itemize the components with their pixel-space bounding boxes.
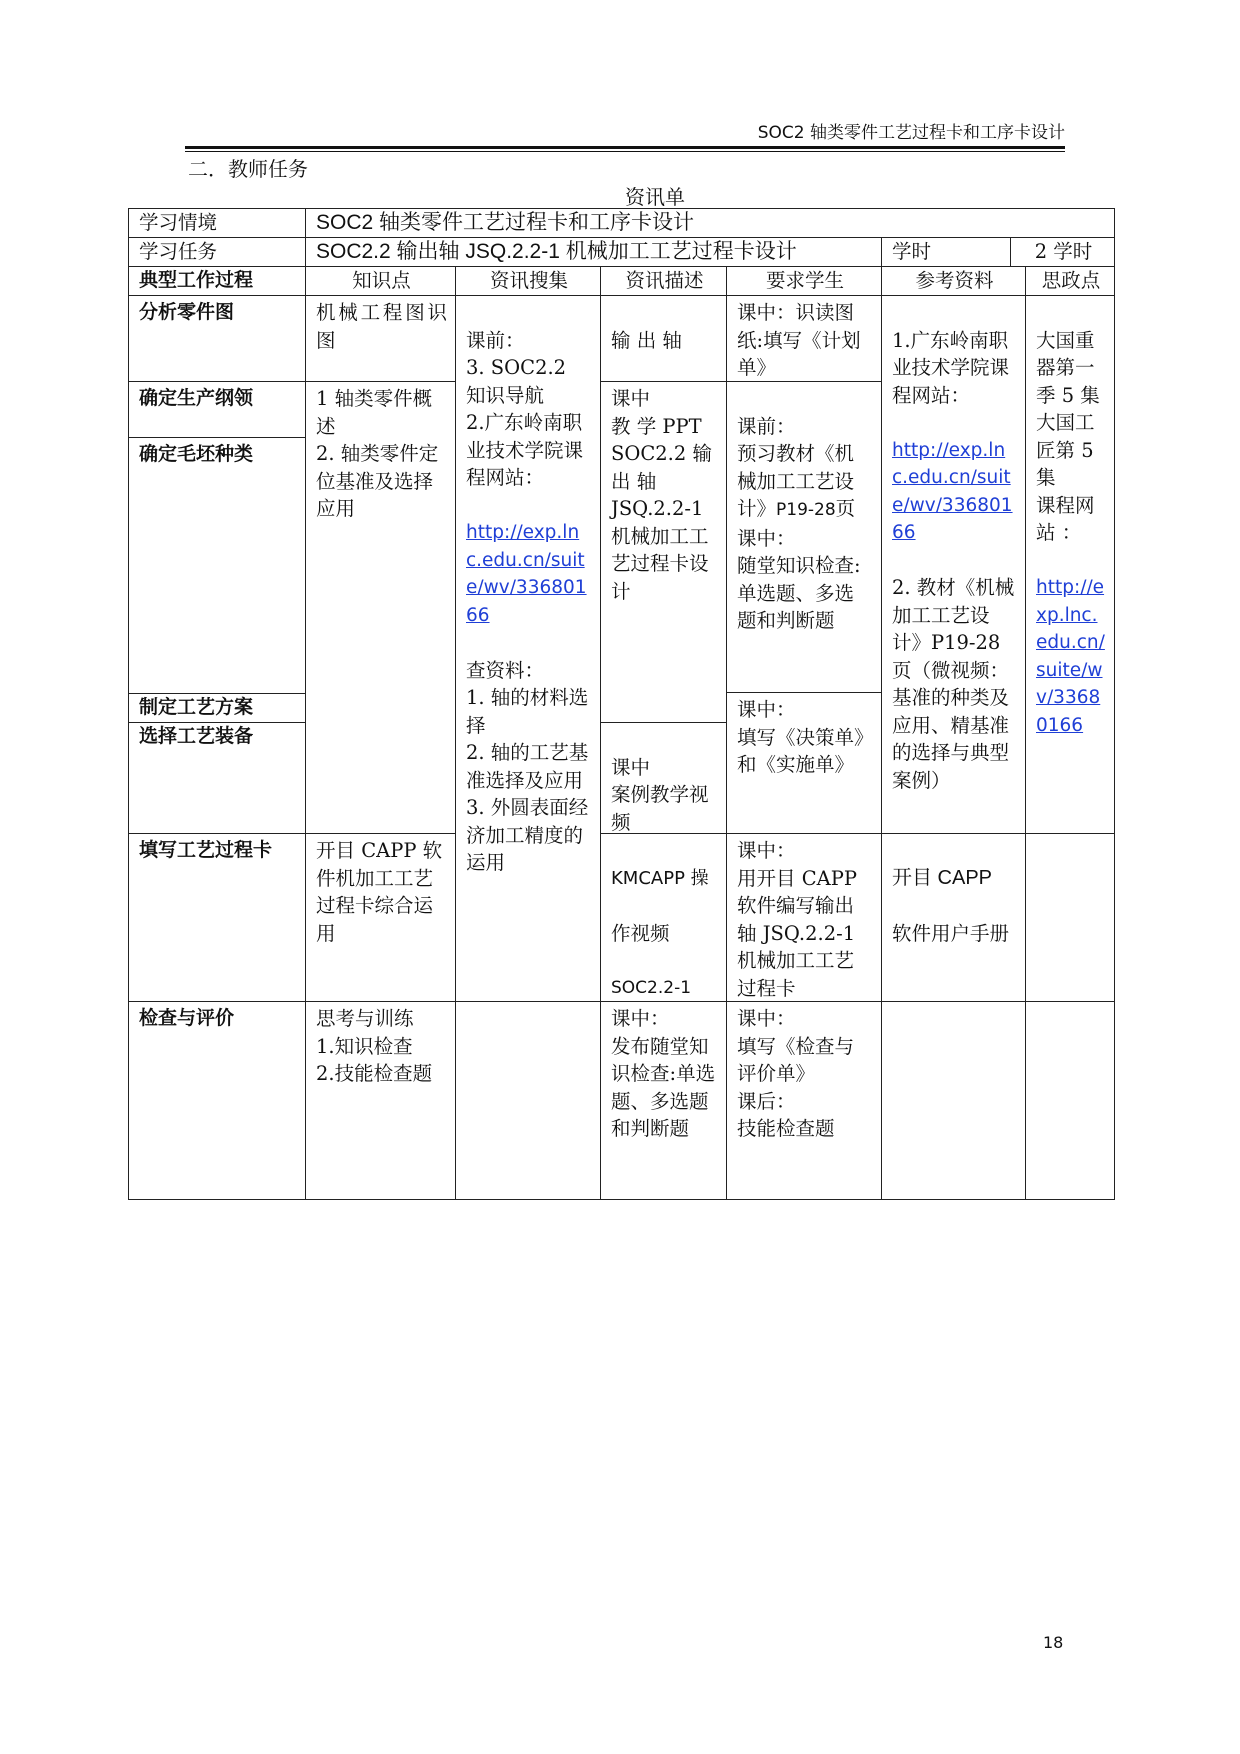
reference-capp-b: 软件用户手册 (892, 921, 1010, 945)
header-rule (185, 146, 1065, 149)
scene-label: 学习情境 (128, 208, 306, 238)
require-preview-b: P19-28 (776, 500, 836, 520)
task-value: SOC2.2 输出轴 JSQ.2.2-1 机械加工工艺过程卡设计 (305, 237, 882, 267)
knowledge-shaft-overview: 1 轴类零件概述 2. 轴类零件定位基准及选择应用 (305, 381, 456, 834)
search-cell (455, 295, 601, 1200)
ideology-link[interactable]: http://exp.lnc.edu.cn/suite/wv/33680166 (1036, 577, 1105, 736)
reference-website: 1.广东岭南职业技术学院课程网站： (892, 328, 1010, 407)
header-require: 要求学生 (726, 266, 882, 296)
ideology-text: 大国重器第一季 5 集 大国工匠第 5 集 课程网站 ： (1036, 328, 1100, 544)
process-analyze-drawing: 分析零件图 (128, 295, 306, 382)
page-number: 18 (1043, 1633, 1064, 1652)
describe-kmcapp (600, 833, 727, 1002)
describe-kmcapp-c: SOC2.2-1 (611, 977, 692, 998)
header-process: 典型工作过程 (128, 266, 306, 296)
hours-value: 2 学时 (1010, 237, 1115, 267)
header-describe: 资讯描述 (600, 266, 727, 296)
header-knowledge: 知识点 (305, 266, 456, 296)
require-decision: 课中： 填写《决策单》和《实施单》 (726, 692, 882, 834)
describe-drawing (600, 295, 727, 382)
ideology-empty-2 (1025, 1001, 1115, 1200)
describe-case-a: 课中 案例教学视 频 (611, 755, 709, 834)
require-capp: 课中： 用开目 CAPP 软件编写输出轴 JSQ.2.2-1 机械加工工艺过程卡 (726, 833, 882, 1002)
search-after: 查资料： 1. 轴的材料选择 2. 轴的工艺基准选择及应用 3. 外圆表面经济加工精度的运用 (466, 658, 589, 874)
reference-link[interactable]: http://exp.lnc.edu.cn/suite/wv/33680166 (892, 439, 1013, 543)
header-search: 资讯搜集 (455, 266, 601, 296)
describe-check: 课中： 发布随堂知识检查:单选题、多选题和判断题 (600, 1001, 727, 1200)
describe-case-video (600, 722, 727, 834)
process-production-program: 确定生产纲领 (128, 381, 306, 438)
reference-textbook: 2. 教材《机械加工工艺设计》P19-28 页（微视频：基准的种类及应用、精基准的选择与典型案例） (892, 576, 1015, 792)
process-fill-card: 填写工艺过程卡 (128, 833, 306, 1002)
hours-label: 学时 (881, 237, 1011, 267)
process-plan: 制定工艺方案 (128, 693, 306, 723)
require-read-drawing: 课中：识读图纸:填写《计划单》 (726, 295, 882, 382)
task-label: 学习任务 (128, 237, 306, 267)
knowledge-training: 思考与训练 1.知识检查 2.技能检查题 (305, 1001, 456, 1200)
header-ideology: 思政点 (1025, 266, 1115, 296)
reference-main (881, 295, 1026, 834)
require-check: 课中： 填写《检查与评价单》 课后： 技能检查题 (726, 1001, 882, 1200)
search-before: 课前： 3. SOC2.2 知识导航 2.广东岭南职业技术学院课程网站： (466, 328, 584, 489)
table-caption: 资讯单 (625, 185, 685, 209)
reference-empty (881, 1001, 1026, 1200)
describe-ppt: 课中 教 学 PPT SOC2.2 输出 轴 JSQ.2.2-1 机械加工工艺过程卡设计 (600, 381, 727, 723)
require-preview-c: 页 课中： 随堂知识检查:单选题、多选题和判断题 (737, 497, 861, 632)
ideology-empty-1 (1025, 833, 1115, 1002)
reference-capp (881, 833, 1026, 1002)
scene-value: SOC2 轴类零件工艺过程卡和工序卡设计 (305, 208, 1115, 238)
ideology-main (1025, 295, 1115, 834)
describe-drawing-a: 输 出 轴 (611, 328, 682, 352)
header-title: SOC2 轴类零件工艺过程卡和工序卡设计 (757, 123, 1065, 143)
search-divider (455, 1001, 601, 1002)
knowledge-drawing: 机械工程图识图 (305, 295, 456, 382)
header-reference: 参考资料 (881, 266, 1026, 296)
process-blank-type: 确定毛坯种类 (128, 437, 306, 694)
process-check: 检查与评价 (128, 1001, 306, 1200)
header-rule-thin (185, 151, 1065, 152)
require-preview-a: 课前： 预习教材《机械加工工艺设计》 (737, 414, 855, 520)
reference-capp-a: 开目 CAPP (892, 866, 993, 889)
search-course-link[interactable]: http://exp.lnc.edu.cn/suite/wv/33680166 (466, 522, 587, 626)
section-heading: 二．教师任务 (188, 157, 308, 181)
process-equipment: 选择工艺装备 (128, 722, 306, 834)
describe-kmcapp-a: KMCAPP 操 (611, 867, 709, 889)
describe-kmcapp-b: 作视频 (611, 921, 670, 945)
require-preview (726, 381, 882, 693)
knowledge-capp: 开目 CAPP 软件机加工工艺过程卡综合运用 (305, 833, 456, 1002)
